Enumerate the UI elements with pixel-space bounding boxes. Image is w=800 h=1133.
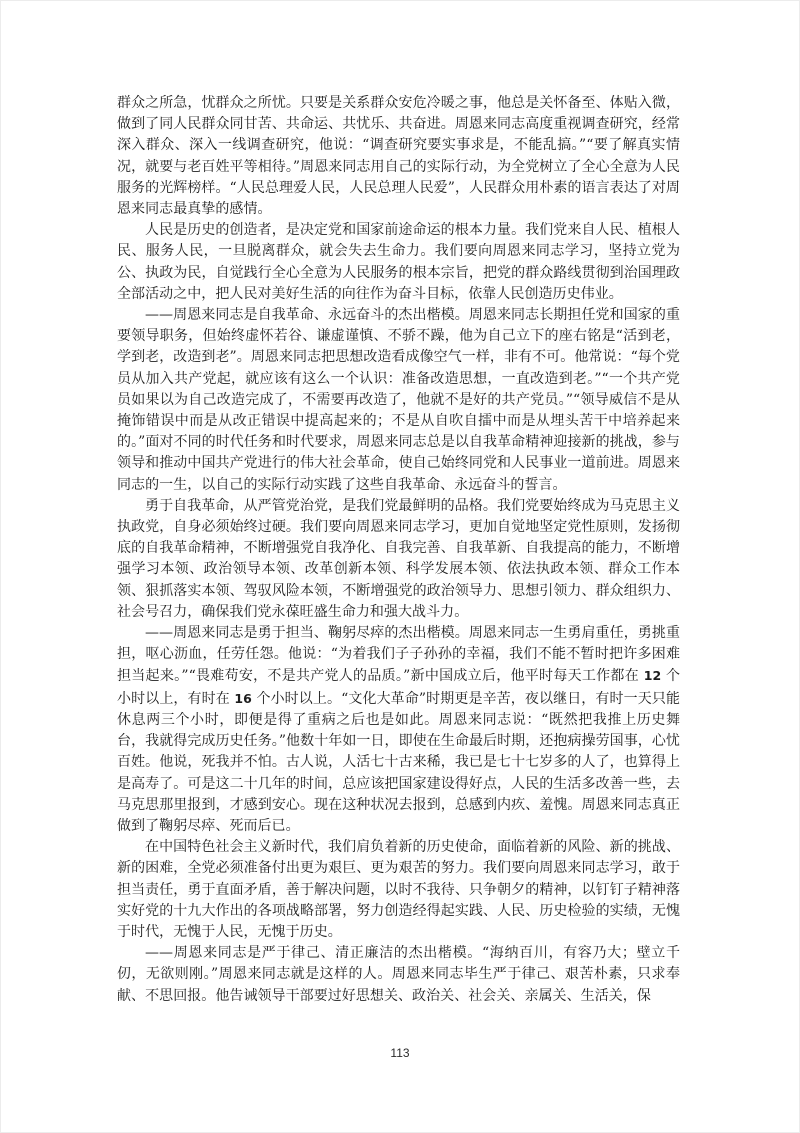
numeral: 16 [234,690,252,706]
paragraph: ——周恩来同志是严于律己、清正廉洁的杰出楷模。“海纳百川，有容乃大；壁立千仞，无欲则刚。”周恩来同志就是这样的人。周恩来同志毕生严于律己、艰苦朴素，只求奉献、不思回报。他告诫领导干部要过好思想关、政治关、社会关、亲属关、生活关，保 [117,945,680,1004]
paragraph: 群众之所急，忧群众之所忧。只要是关系群众安危冷暖之事，他总是关怀备至、体贴入微，做到了同人民群众同甘苦、共命运、共忧乐、共奋进。周恩来同志高度重视调查研究，经常深入群众、深入一线调查研究，他说：“调查研究要实事求是，不能乱搞。”“要了解真实情况，就要与老百姓平等相待。”周恩来同志用自己的实际行动，为全党树立了全心全意为人民服务的光辉榜样。“人民总理爱人民，人民总理人民爱”，人民群众用朴素的语言表达了对周恩来同志最真挚的感情。 [117,95,680,218]
paragraph: 人民是历史的创造者，是决定党和国家前途命运的根本力量。我们党来自人民、植根人民、服务人民，一旦脱离群众，就会失去生命力。我们要向周恩来同志学习，坚持立党为公、执政为民，自觉践行全心全意为人民服务的根本宗旨，把党的群众路线贯彻到治国理政全部活动之中，把人民对美好生活的向往作为奋斗目标，依靠人民创造历史伟业。 [117,222,680,302]
numeral: 12 [643,668,662,684]
paragraph: ——周恩来同志是勇于担当、鞠躬尽瘁的杰出楷模。周恩来同志一生勇肩重任，勇挑重担，呕心沥血，任劳任怨。他说：“为着我们子子孙孙的幸福，我们不能不暂时把许多困难担当起来。”“畏难苟安，不是共产党人的品质。”新中国成立后，他平时每天工作都在 12 个小时以上，有时在 16 个小时以上。“文化大革命”时期更是辛苦，夜以继日，有时一天只能休息两三个小时，即便是得了重病之后也是如此。周恩来同志说：“既然把我推上历史舞台，我就得完成历史任务。”他数十年如一日，即使在生命最后时期，还抱病操劳国事，心忧百姓。他说，死我并不怕。古人说，人活七十古来稀，我已是七十七岁多的人了，也算得上是高寿了。可是这二十几年的时间，总应该把国家建设得好点，人民的生活多改善一些，去马克思那里报到，才感到安心。现在这种状况去报到，总感到内疚、羞愧。周恩来同志真正做到了鞠躬尽瘁、死而后已。 [117,625,680,834]
paragraph: ——周恩来同志是自我革命、永远奋斗的杰出楷模。周恩来同志长期担任党和国家的重要领导职务，但始终虚怀若谷、谦虚谨慎、不骄不躁，他为自己立下的座右铭是“活到老，学到老，改造到老”。周恩来同志把思想改造看成像空气一样，非有不可。他常说：“每个党员从加入共产党起，就应该有这么一个认识：准备改造思想，一直改造到老。”“一个共产党员如果以为自己改造完成了，不需要再改造了，他就不是好的共产党员。”“领导威信不是从掩饰错误中而是从改正错误中提高起来的；不是从自吹自擂中而是从埋头苦干中培养起来的。”面对不同的时代任务和时代要求，周恩来同志总是以自我革命精神迎接新的挑战，参与领导和推动中国共产党进行的伟大社会革命，使自己始终同党和人民事业一道前进。周恩来同志的一生，以自己的实际行动实践了这些自我革命、永远奋斗的誓言。 [117,307,680,493]
paragraph: 勇于自我革命，从严管党治党，是我们党最鲜明的品格。我们党要始终成为马克思主义执政党，自身必须始终过硬。我们要向周恩来同志学习，更加自觉地坚定党性原则，发扬彻底的自我革命精神，不断增强党自我净化、自我完善、自我革新、自我提高的能力，不断增强学习本领、政治领导本领、改革创新本领、科学发展本领、依法执政本领、群众工作本领、狠抓落实本领、驾驭风险本领，不断增强党的政治领导力、思想引领力、群众组织力、社会号召力，确保我们党永葆旺盛生命力和强大战斗力。 [117,497,680,620]
paragraph: 在中国特色社会主义新时代，我们肩负着新的历史使命，面临着新的风险、新的挑战、新的困难，全党必须准备付出更为艰巨、更为艰苦的努力。我们要向周恩来同志学习，敢于担当责任，勇于直面矛盾，善于解决问题，以时不我待、只争朝夕的精神，以钉钉子精神落实好党的十九大作出的各项战略部署，努力创造经得起实践、人民、历史检验的实绩，无愧于时代，无愧于人民，无愧于历史。 [117,839,680,940]
document-body [117,93,680,1007]
page-number: 113 [390,1046,410,1060]
